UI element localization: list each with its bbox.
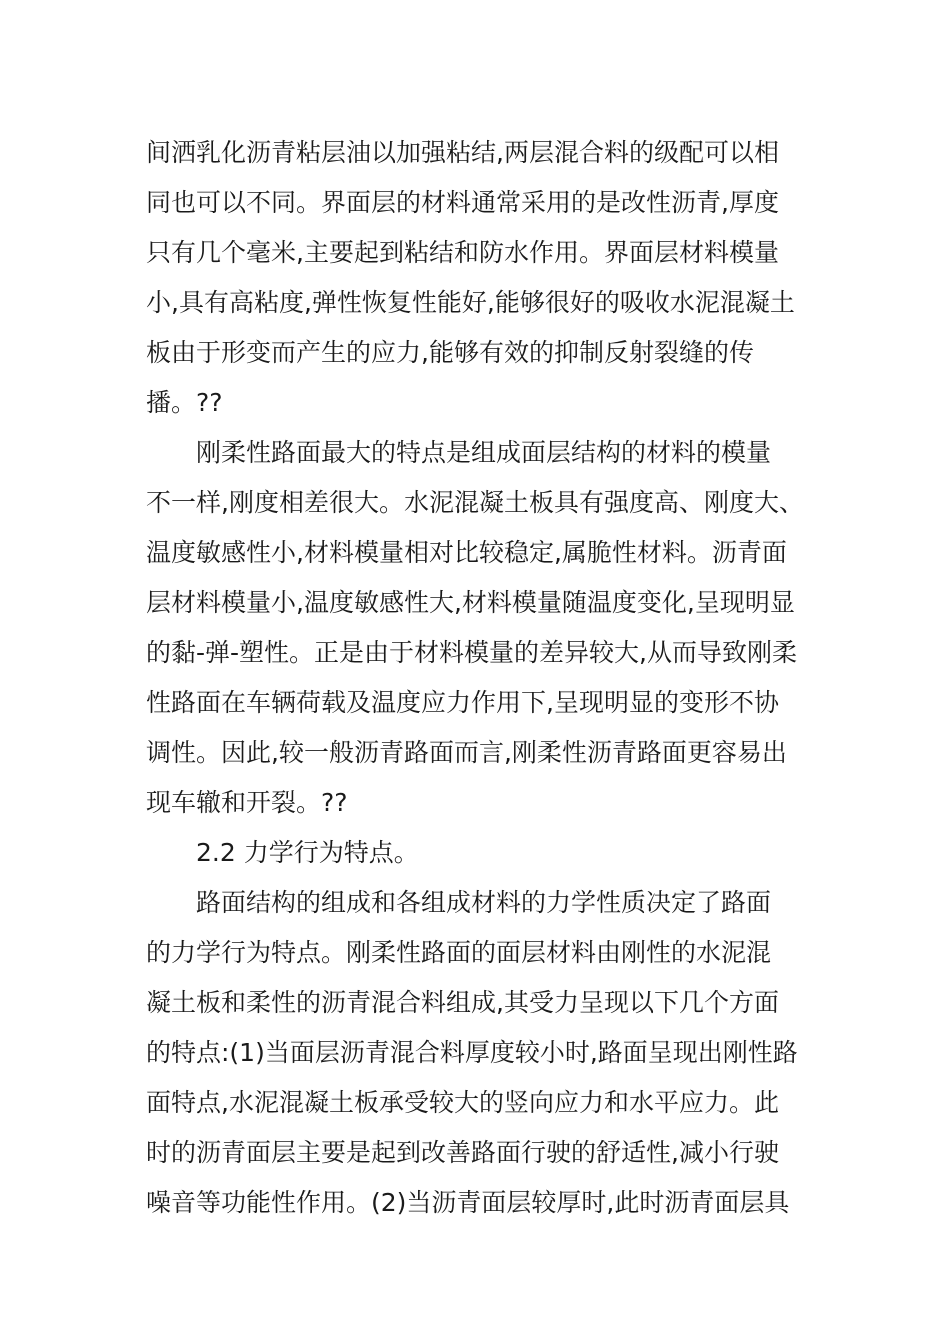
- text-line: 噪音等功能性作用。(2)当沥青面层较厚时,此时沥青面层具: [146, 1188, 790, 1217]
- text-line: 面特点,水泥混凝土板承受较大的竖向应力和水平应力。此: [146, 1088, 779, 1117]
- text-line: 的力学行为特点。刚柔性路面的面层材料由刚性的水泥混: [146, 938, 772, 967]
- text-line: 路面结构的组成和各组成材料的力学性质决定了路面: [196, 888, 772, 917]
- text-line: 温度敏感性小,材料模量相对比较稳定,属脆性材料。沥青面: [146, 538, 787, 567]
- text-line: 只有几个毫米,主要起到粘结和防水作用。界面层材料模量: [146, 238, 779, 267]
- text-line: 小,具有高粘度,弹性恢复性能好,能够很好的吸收水泥混凝土: [146, 288, 795, 317]
- text-line: 时的沥青面层主要是起到改善路面行驶的舒适性,减小行驶: [146, 1138, 779, 1167]
- text-line: 的特点:(1)当面层沥青混合料厚度较小时,路面呈现出刚性路: [146, 1038, 798, 1067]
- text-line: 现车辙和开裂。??: [146, 788, 348, 817]
- section-heading: [146, 828, 814, 878]
- text-line: 凝土板和柔性的沥青混合料组成,其受力呈现以下几个方面: [146, 988, 779, 1017]
- text-line: 不一样,刚度相差很大。水泥混凝土板具有强度高、刚度大、: [146, 488, 804, 517]
- text-line: 刚柔性路面最大的特点是组成面层结构的材料的模量: [196, 438, 772, 467]
- text-line: 性路面在车辆荷载及温度应力作用下,呈现明显的变形不协: [146, 688, 779, 717]
- paragraph: [146, 428, 814, 828]
- text-line: 播。??: [146, 388, 223, 417]
- document-body: [146, 128, 814, 1228]
- text-line: 同也可以不同。界面层的材料通常采用的是改性沥青,厚度: [146, 188, 779, 217]
- section-heading-text: 2.2 力学行为特点。: [196, 838, 419, 867]
- text-line: 调性。因此,较一般沥青路面而言,刚柔性沥青路面更容易出: [146, 738, 787, 767]
- text-line: 间洒乳化沥青粘层油以加强粘结,两层混合料的级配可以相: [146, 138, 779, 167]
- text-line: 的黏-弹-塑性。正是由于材料模量的差异较大,从而导致刚柔: [146, 638, 797, 667]
- paragraph: [146, 878, 814, 1228]
- text-line: 层材料模量小,温度敏感性大,材料模量随温度变化,呈现明显: [146, 588, 795, 617]
- text-line: 板由于形变而产生的应力,能够有效的抑制反射裂缝的传: [146, 338, 754, 367]
- paragraph: [146, 128, 814, 428]
